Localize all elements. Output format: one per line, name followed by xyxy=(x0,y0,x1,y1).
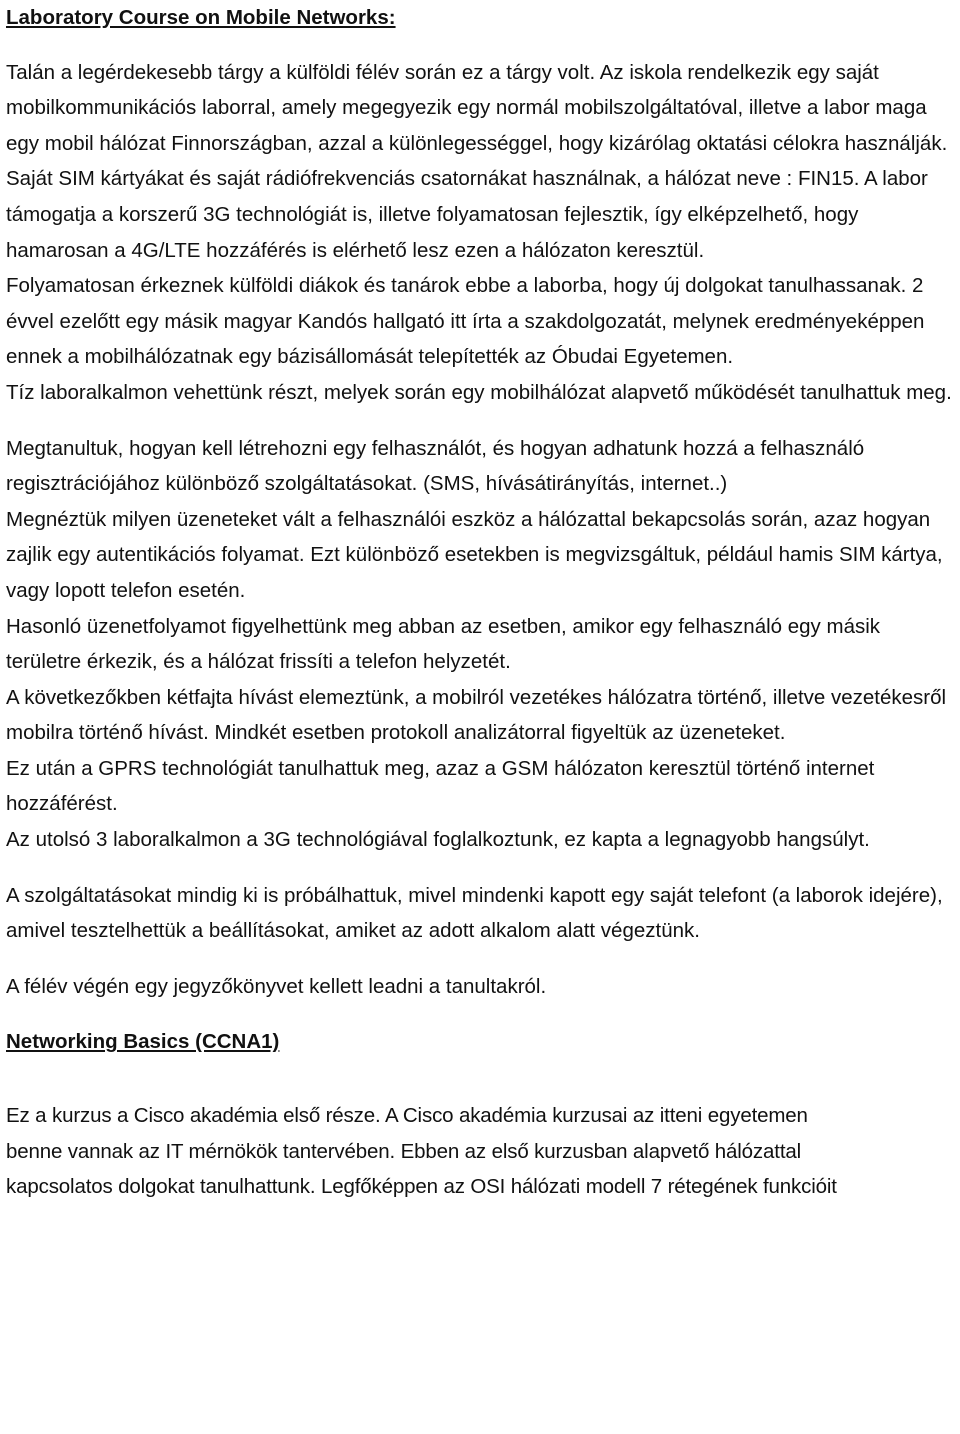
section-heading-mobile-networks: Laboratory Course on Mobile Networks: xyxy=(6,6,396,29)
paragraph-location-update: Hasonló üzenetfolyamot figyelhettünk meg abban az esetben, amikor egy felhasználó egy másik területre érkezik, és a hálózat frissíti a telefon helyzetét. xyxy=(6,614,881,674)
spacer xyxy=(6,949,956,969)
paragraph-lab-intro: Talán a legérdekesebb tárgy a külföldi félév során ez a tárgy volt. Az iskola rendelkezik egy saját mobilkommunikációs laborral, amely megegyezik egy normál mobilszolgáltatóval, illetve a labor maga egy mobil hálózat Finnországban, azzal a különlegességgel, hogy kizárólag oktatási célokra használják. Saját SIM kártyákat és saját rádiófrekvenciás csatornákat használnak, a hálózat neve : FIN15. A labor támogatja a korszerű 3G technológiát is, illetve folyamatosan fejlesztik, így elképzelhető, hogy hamarosan a 4G/LTE hozzáférés is elérhető lesz ezen a hálózaton keresztül. xyxy=(6,60,948,262)
spacer xyxy=(6,1060,956,1098)
text-line: Ez a kurzus a Cisco akadémia első része. A Cisco akadémia kurzusai az itteni egyetemen xyxy=(6,1104,808,1128)
paragraph-gprs: Ez után a GPRS technológiát tanulhattuk meg, azaz a GSM hálózaton keresztül történő internet hozzáférést. xyxy=(6,756,875,816)
paragraph-authentication: Megnéztük milyen üzeneteket vált a felhasználói eszköz a hálózattal bekapcsolás során, azaz hogyan zajlik egy autentikációs folyamat. Ezt különböző esetekben is megvizsgáltuk, például hamis SIM kártya, vagy lopott telefon esetén. xyxy=(6,507,943,602)
spacer xyxy=(6,858,956,878)
document-page xyxy=(6,0,956,1205)
section-heading-networking-basics: Networking Basics (CCNA1) xyxy=(6,1030,280,1054)
text-line: kapcsolatos dolgokat tanulhattunk. Legfőképpen az OSI hálózati modell 7 rétegének funkcióit xyxy=(6,1175,837,1199)
spacer xyxy=(6,1004,956,1024)
paragraph-user-creation: Megtanultuk, hogyan kell létrehozni egy felhasználót, és hogyan adhatunk hozzá a felhasználó regisztrációjához különböző szolgáltatásokat. (SMS, hívásátirányítás, internet..) xyxy=(6,436,865,496)
paragraph-foreign-students: Folyamatosan érkeznek külföldi diákok és tanárok ebbe a laborba, hogy új dolgokat tanulhassanak. 2 évvel ezelőtt egy másik magyar Kandós hallgató itt írta a szakdolgozatát, melynek eredményeképpen ennek a mobilhálózatnak egy bázisállomását telepítették az Óbudai Egyetemen. xyxy=(6,274,925,369)
paragraph-report: A félév végén egy jegyzőkönyvet kellett leadni a tanultakról. xyxy=(6,974,547,998)
paragraph-3g: Az utolsó 3 laboralkalmon a 3G technológiával foglalkoztunk, ez kapta a legnagyobb hangsúlyt. xyxy=(6,828,870,852)
paragraph-call-analysis: A következőkben kétfajta hívást elemeztünk, a mobilról vezetékes hálózatra történő, illetve vezetékesről mobilra történő hívást. Mindkét esetben protokoll analizátorral figyeltük az üzeneteket. xyxy=(6,685,947,745)
paragraph-services-testing: A szolgáltatásokat mindig ki is próbálhattuk, mivel mindenki kapott egy saját telefont (a laborok idejére), amivel tesztelhettük a beállításokat, amiket az adott alkalom alatt végeztünk. xyxy=(6,883,943,943)
spacer xyxy=(6,411,956,431)
paragraph-ten-sessions: Tíz laboralkalmon vehettünk részt, melyek során egy mobilhálózat alapvető működését tanulhattuk meg. xyxy=(6,380,952,404)
paragraph-cisco-academy xyxy=(6,1098,956,1205)
spacer xyxy=(6,36,956,55)
text-line: benne vannak az IT mérnökök tantervében. Ebben az első kurzusban alapvető hálózattal xyxy=(6,1139,802,1163)
